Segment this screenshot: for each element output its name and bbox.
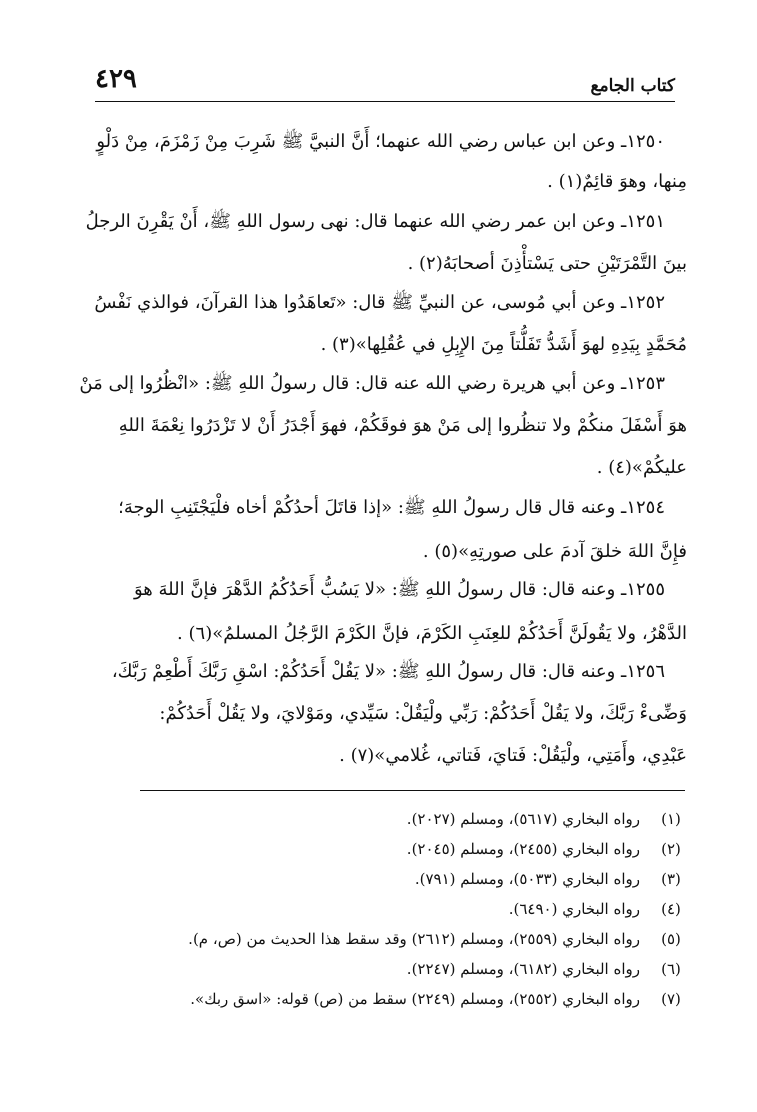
header-rule — [95, 101, 675, 102]
hadith-line: وَضِّىءْ رَبَّكَ، ولا يَقُلْ أَحَدُكُمْ: رَبِّي ولْيَقُلْ: سَيِّدي، ومَوْلايَ، ولا يَقُلْ أَحَدُكُمْ: — [159, 703, 687, 724]
page-number: ٤٢٩ — [95, 64, 137, 94]
footnote-text: رواه البخاري (٦١٨٢)، ومسلم (٢٢٤٧). — [406, 960, 640, 978]
hadith-line: عَبْدِي، وأَمَتِي، ولْيَقُلْ: فَتايَ، فَتاتي، غُلامي»(٧) . — [339, 745, 687, 766]
footnote-item — [100, 870, 685, 900]
footnote-item — [100, 840, 685, 870]
hadith-line: ١٢٥٦ـ وعنه قال: قال رسولُ اللهِ ﷺ: «لا يَقُلْ أَحَدُكُمْ: اسْقِ رَبَّكَ أَطْعِمْ رَبَّكَ، — [111, 661, 665, 682]
footnote-number: (٧) — [661, 990, 681, 1008]
hadith-1256 — [75, 651, 687, 777]
hadith-line: فإِنَّ اللهَ خلقَ آدمَ على صورتِهِ»(٥) . — [422, 541, 687, 562]
footnote-text: رواه البخاري (٦٤٩٠). — [508, 900, 640, 918]
hadith-line: بينَ التَّمْرَتَيْنِ حتى يَسْتأْذِنَ أصحابَهُ(٢) . — [407, 253, 687, 274]
footnote-item — [100, 990, 685, 1020]
hadith-1253 — [75, 363, 687, 489]
footnote-text: رواه البخاري (٢٥٥٩)، ومسلم (٢٦١٢) وقد سقط هذا الحديث من (ص، م). — [188, 930, 640, 948]
hadith-line: مُحَمَّدٍ بِيَدِهِ لهوَ أَشَدُّ تَفَلُّتاً مِنَ الإِبِلِ في عُقُلِها»(٣) . — [320, 334, 687, 355]
hadith-line: عليكُمْ»(٤) . — [596, 457, 687, 478]
hadith-line: مِنها، وهوَ قائِمٌ(١) . — [547, 171, 687, 192]
footnote-number: (٥) — [661, 930, 681, 948]
hadith-line: ١٢٥٠ـ وعن ابن عباس رضي الله عنهما؛ أَنَّ النبيَّ ﷺ شَرِبَ مِنْ زَمْزَمَ، مِنْ دَلْوٍ — [96, 131, 665, 152]
footnote-item — [100, 960, 685, 990]
hadith-1250 — [75, 122, 687, 202]
footnote-number: (٣) — [661, 870, 681, 888]
footnote-item — [100, 930, 685, 960]
footnote-text: رواه البخاري (٢٤٥٥)، ومسلم (٢٠٤٥). — [406, 840, 640, 858]
hadith-line: الدَّهْرُ، ولا يَقُولَنَّ أَحَدُكُمْ للعِنَبِ الكَرْمَ، فإنَّ الكَرْمَ الرَّجُلُ المسلمُ»(٦) . — [177, 623, 687, 644]
book-section-title: كتاب الجامع — [590, 76, 675, 96]
hadith-1251 — [75, 201, 687, 285]
hadith-line: ١٢٥٤ـ وعنه قال قال رسولُ اللهِ ﷺ: «إذا قاتَلَ أحدُكُمْ أخاه فلْيَجْتَنِبِ الوجهَ؛ — [118, 497, 665, 518]
hadith-line: ١٢٥٢ـ وعن أبي مُوسى، عن النبيِّ ﷺ قال: «تَعاهَدُوا هذا القرآنَ، فوالذي نَفْسُ — [94, 292, 665, 313]
hadith-1254 — [75, 486, 687, 574]
hadith-1255 — [75, 568, 687, 656]
hadith-line: هوَ أَسْفَلَ منكُمْ ولا تنظُروا إلى مَنْ هوَ فوقَكُمْ، فهوَ أَجْدَرُ أَنْ لا تَزْدَرُوا نِعْمَةَ اللهِ — [118, 415, 687, 436]
footnote-item — [100, 900, 685, 930]
footnote-text: رواه البخاري (٥٠٣٣)، ومسلم (٧٩١). — [414, 870, 640, 888]
footnote-text: رواه البخاري (٥٦١٧)، ومسلم (٢٠٢٧). — [406, 810, 640, 828]
hadith-1252 — [75, 282, 687, 366]
hadith-line: ١٢٥١ـ وعن ابن عمر رضي الله عنهما قال: نهى رسول اللهِ ﷺ، أَنْ يَقْرِنَ الرجلُ — [85, 211, 665, 232]
hadith-line: ١٢٥٣ـ وعن أبي هريرة رضي الله عنه قال: قال رسولُ اللهِ ﷺ: «انْظُرُوا إلى مَنْ — [79, 373, 665, 394]
footnote-separator — [140, 790, 685, 791]
footnote-number: (٦) — [661, 960, 681, 978]
footnote-number: (٤) — [661, 900, 681, 918]
footnote-text: رواه البخاري (٢٥٥٢)، ومسلم (٢٢٤٩) سقط من (ص) قوله: «اسق ربك». — [190, 990, 640, 1008]
hadith-line: ١٢٥٥ـ وعنه قال: قال رسولُ اللهِ ﷺ: «لا يَسُبُّ أَحَدُكُمُ الدَّهْرَ فإنَّ اللهَ هوَ — [134, 579, 665, 600]
footnote-item — [100, 810, 685, 840]
footnote-number: (١) — [661, 810, 681, 828]
page-header — [95, 58, 675, 102]
footnotes — [100, 810, 685, 1020]
footnote-number: (٢) — [661, 840, 681, 858]
